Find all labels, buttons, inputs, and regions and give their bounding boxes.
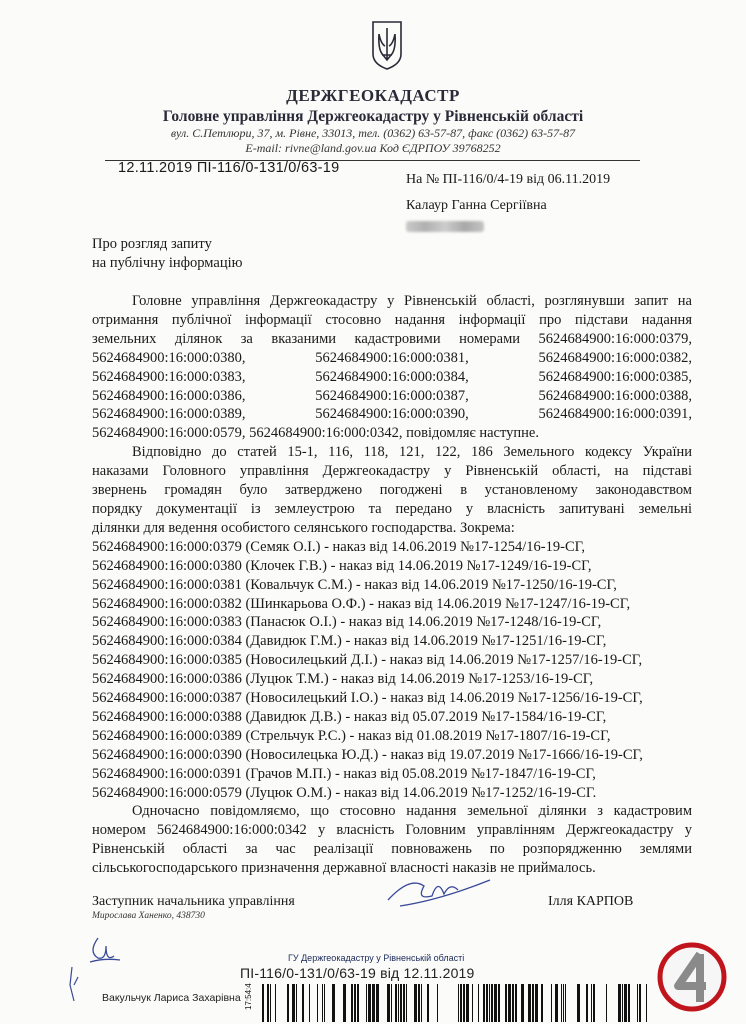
barcode-bar [372,984,375,1022]
badge-digit: 4 [656,940,657,941]
order-item: 5624684900:16:000:0383 (Панасюк О.І.) - наказ від 14.06.2019 №17-1248/16-19-СГ, [92,614,602,631]
barcode-bar [489,984,490,1022]
stamp-organization: ГУ Держгеокадастру у Рівненській області [288,953,465,963]
cadastral-number: 5624684900:16:000:0380, [92,349,246,366]
cadastral-number: 5624684900:16:000:0389, [92,406,246,423]
barcode-bar [368,984,371,1022]
barcode-bar [618,984,621,1022]
handwritten-signature-icon [380,870,500,910]
barcode-bar [515,984,517,1022]
handwritten-mark-icon [62,965,84,1005]
barcode-bar [586,984,588,1022]
body-line: ділянки для ведення особистого селянського господарства. Зокрема: [92,519,515,536]
barcode-bar [332,984,335,1022]
paragraph-2 [92,443,692,538]
subject-line-2: на публічну інформацію [92,255,243,271]
barcode-bar [563,984,564,1022]
barcode-bar [561,984,562,1022]
signer-position: Заступник начальника управління [92,894,295,909]
executor-note: Мирослава Ханенко, 438730 [92,911,205,921]
barcode-bar [398,984,399,1022]
org-email: E-mail: rivne@land.gov.ua Код ЄДРПОУ 39768252 [245,141,501,155]
barcode-bar [551,984,552,1022]
barcode-bar [395,984,397,1022]
handwritten-initials-icon [84,932,124,966]
barcode-bar [535,984,538,1022]
body-line: наказами Головного управління Держгеокадастру у Рівненській області, на підставі [92,463,692,480]
cadastral-number: 5624684900:16:000:0385, [538,368,692,385]
order-item: 5624684900:16:000:0391 (Грачов М.П.) - наказ від 05.08.2019 №17-1847/16-19-СГ, [92,765,596,782]
barcode-bar [275,984,276,1022]
barcode-bar [486,984,488,1022]
barcode-bar [591,984,592,1022]
barcode-bar [624,984,627,1022]
cadastral-number: 5624684900:16:000:0386, [92,387,246,404]
barcode-bar [414,984,417,1022]
barcode-bar [421,984,422,1022]
body-line: сільськогосподарського призначення державної власності наказів не приймалось. [92,860,596,877]
barcode-bar [418,984,420,1022]
signer-name: Ілля КАРПОВ [548,894,634,909]
barcode-bar [512,984,514,1022]
barcode-bar [427,984,429,1022]
body-line: звернень громадян було затверджено погоджені в установленому законодавством [92,482,692,499]
body-line: порядку документації із землеустрою та передано у власність запитувані земельні [92,500,692,517]
barcode-bar [317,984,318,1022]
barcode-bar [565,984,566,1022]
cadastral-row [92,349,692,368]
barcode-bar [622,984,623,1022]
barcode-bar [292,984,295,1022]
barcode-bar [498,984,500,1022]
cadastral-row [92,405,692,424]
barcode-bar [555,984,558,1022]
barcode-bar [532,984,534,1022]
barcode-bar [528,984,531,1022]
paragraph-1 [92,292,692,443]
barcode-bar [646,984,647,1022]
barcode-bar [376,984,379,1022]
stamp-time: 17:54:4 [244,983,253,1010]
order-item: 5624684900:16:000:0384 (Давидюк Г.М.) - наказ від 14.06.2019 №17-1251/16-19-СГ, [92,633,607,650]
barcode-bar [521,984,524,1022]
order-item: 5624684900:16:000:0381 (Ковальчук С.М.) - наказ від 14.06.2019 №17-1250/16-19-СГ, [92,576,617,593]
barcode-bar [491,984,493,1022]
orders-list [92,538,692,803]
order-item: 5624684900:16:000:0389 (Стрельчук Р.С.) - наказ від 01.08.2019 №17-1807/16-19-СГ, [92,727,611,744]
order-item: 5624684900:16:000:0385 (Новосилецький Д.І.) - наказ від 14.06.2019 №17-1257/16-19-СГ, [92,652,643,669]
barcode-bar [391,984,392,1022]
barcode-bar [324,984,325,1022]
cadastral-number: 5624684900:16:000:0382, [538,349,692,366]
order-item: 5624684900:16:000:0386 (Луцюк Т.М.) - наказ від 14.06.2019 №17-1253/16-19-СГ, [92,671,594,688]
order-item: 5624684900:16:000:0379 (Семяк О.І.) - наказ від 14.06.2019 №17-1254/16-19-СГ, [92,538,585,555]
barcode-bar [463,984,465,1022]
body-line: Рівненській області за час реалізації повноважень по розпорядженню землями [92,841,692,858]
cadastral-number: 5624684900:16:000:0388, [538,387,692,404]
barcode-bar [466,984,469,1022]
barcode-bar [541,984,543,1022]
org-title: ДЕРЖГЕОКАДАСТР [286,86,460,105]
barcode-bar [322,984,323,1022]
barcode-bar [505,984,507,1022]
paragraph-3 [92,802,692,878]
barcode-bar [343,984,346,1022]
stamp-person: Вакульчук Лариса Захарівна [102,992,241,1004]
barcode-bar [478,984,479,1022]
body-line: 5624684900:16:000:0579, 5624684900:16:000:0342, повідомляє наступне. [92,425,539,442]
barcode-bar [483,984,485,1022]
letter-body [92,292,692,878]
barcode-bar [296,984,297,1022]
reply-reference: На № ПІ-116/0/4-19 від 06.11.2019 [406,172,611,187]
barcode-bar [400,984,402,1022]
barcode-bar [458,984,459,1022]
barcode-bar [267,984,269,1022]
org-address: вул. С.Петлюри, 37, м. Рівне, 33013, тел. (0362) 63-57-87, факс (0362) 63-57-87 [170,126,576,140]
stamp-registration: ПІ-116/0-131/0/63-19 від 12.11.2019 [240,965,475,981]
cadastral-number: 5624684900:16:000:0381, [315,349,469,366]
addressee-name: Калаур Ганна Сергіївна [406,198,547,213]
cadastral-number: 5624684900:16:000:0390, [315,406,469,423]
order-item: 5624684900:16:000:0390 (Новосилецька Ю.Д.) - наказ від 19.07.2019 №17-1666/16-19-СГ, [92,746,643,763]
cadastral-number: 5624684900:16:000:0387, [315,387,469,404]
cadastral-number: 5624684900:16:000:0383, [92,368,246,385]
barcode-bar [287,984,289,1022]
body-line: Головне управління Держгеокадастру у Рівненській області, розглянувши запит на [132,293,692,309]
body-line: Відповідно до статей 15-1, 116, 118, 121, 122, 186 Земельного кодексу України [132,444,692,461]
barcode-bar [472,984,473,1022]
barcode-bar [351,984,353,1022]
barcode-bar [639,984,641,1022]
org-subtitle: Головне управління Держгеокадастру у Рівненській області [162,108,584,125]
registration-number: 12.11.2019 ПІ-116/0-131/0/63-19 [118,160,340,176]
barcode-bar [637,984,638,1022]
channel-4-logo-icon [656,940,728,1014]
barcode-bar [309,984,310,1022]
barcode-icon [262,984,647,1022]
order-item: 5624684900:16:000:0382 (Шинкарьова О.Ф.) - наказ від 14.06.2019 №17-1247/16-19-СГ, [92,595,631,612]
cadastral-row [92,368,692,387]
barcode-bar [494,984,497,1022]
body-line: земельних ділянок за вказаними кадастровими номерами 5624684900:16:000:0379, [92,330,692,347]
barcode-bar [302,984,304,1022]
barcode-bar [387,984,390,1022]
barcode-bar [460,984,462,1022]
barcode-bar [403,984,405,1022]
order-item: 5624684900:16:000:0579 (Луцюк О.М.) - наказ від 14.06.2019 №17-1252/16-19-СГ. [92,784,597,801]
order-item: 5624684900:16:000:0388 (Давидюк Д.В.) - наказ від 05.07.2019 №17-1584/16-19-СГ, [92,708,607,725]
redacted-address [406,221,484,232]
body-line: номером 5624684900:16:000:0342 у власність Головним управлінням Держгеокадастру у [92,822,692,839]
subject-line-1: Про розгляд запиту [92,236,212,252]
trident-emblem-icon [370,20,404,70]
barcode-bar [628,984,630,1022]
barcode-bar [406,984,407,1022]
order-item: 5624684900:16:000:0380 (Клочек Г.В.) - наказ від 14.06.2019 №17-1249/16-19-СГ, [92,557,592,574]
body-line: отримання публічної інформації стосовно надання інформації про підстави надання [92,311,692,328]
order-item: 5624684900:16:000:0387 (Новосилецький І.О.) - наказ від 14.06.2019 №17-1256/16-19-СГ, [92,690,643,707]
cadastral-number: 5624684900:16:000:0384, [315,368,469,385]
body-line: Одночасно повідомляємо, що стосовно надання земельної ділянки з кадастровим [132,803,692,820]
barcode-bar [577,984,580,1022]
barcode-bar [437,984,438,1022]
barcode-bar [354,984,356,1022]
barcode-bar [366,984,367,1022]
barcode-bar [357,984,359,1022]
barcode-bar [606,984,607,1022]
barcode-bar [593,984,595,1022]
barcode-bar [270,984,271,1022]
cadastral-row [92,387,692,406]
cadastral-number: 5624684900:16:000:0391, [538,406,692,423]
barcode-bar [508,984,511,1022]
barcode-bar [262,984,264,1022]
